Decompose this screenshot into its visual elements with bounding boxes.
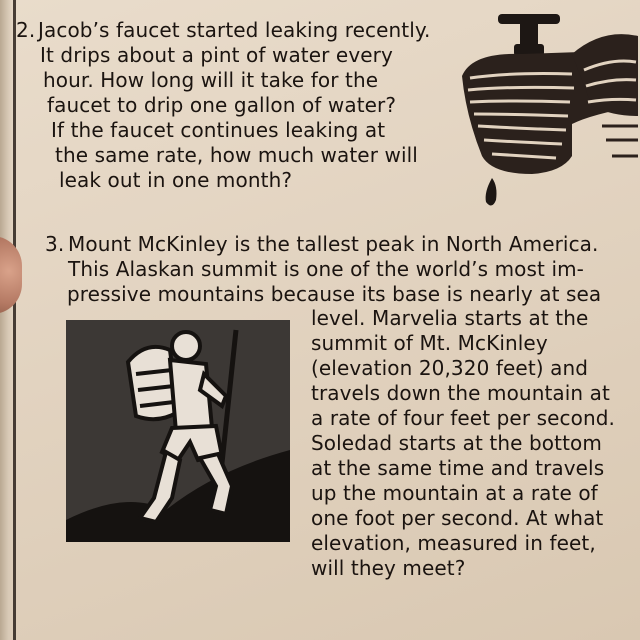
problem-text-line: faucet to drip one gallon of water? xyxy=(47,93,397,117)
page-border-line xyxy=(13,0,16,640)
problem-text-line: If the faucet continues leaking at xyxy=(51,118,386,142)
thumb xyxy=(0,236,22,314)
problem-text-line: at the same time and travels xyxy=(311,456,605,480)
problem-text-line: This Alaskan summit is one of the world’s most im- xyxy=(68,257,584,281)
problem-text-line: the same rate, how much water will xyxy=(55,143,418,167)
problem-text-line: Mount McKinley is the tallest peak in North America. xyxy=(68,232,599,256)
hiker-icon xyxy=(66,320,290,542)
problem-text-line: summit of Mt. McKinley xyxy=(311,331,548,355)
page-shadow xyxy=(0,0,14,640)
problem-number: 2. xyxy=(16,18,36,42)
faucet-icon xyxy=(452,6,640,216)
problem-text-line: pressive mountains because its base is nearly at sea xyxy=(67,282,602,306)
problem-text-line: It drips about a pint of water every xyxy=(40,43,393,67)
problem-number: 3. xyxy=(45,232,65,256)
problem-text-line: elevation, measured in feet, xyxy=(311,531,596,555)
problem-text-line: Jacob’s faucet started leaking recently. xyxy=(38,18,431,42)
problem-text-line: hour. How long will it take for the xyxy=(43,68,379,92)
problem-text-line: a rate of four feet per second. xyxy=(311,406,615,430)
problem-text-line: Soledad starts at the bottom xyxy=(311,431,602,455)
problem-text-line: level. Marvelia starts at the xyxy=(311,306,589,330)
problem-text-line: (elevation 20,320 feet) and xyxy=(311,356,589,380)
problem-text-line: will they meet? xyxy=(311,556,466,580)
problem-text-line: one foot per second. At what xyxy=(311,506,604,530)
problem-text-line: up the mountain at a rate of xyxy=(311,481,598,505)
problem-text-line: leak out in one month? xyxy=(59,168,293,192)
problem-text-line: travels down the mountain at xyxy=(311,381,610,405)
